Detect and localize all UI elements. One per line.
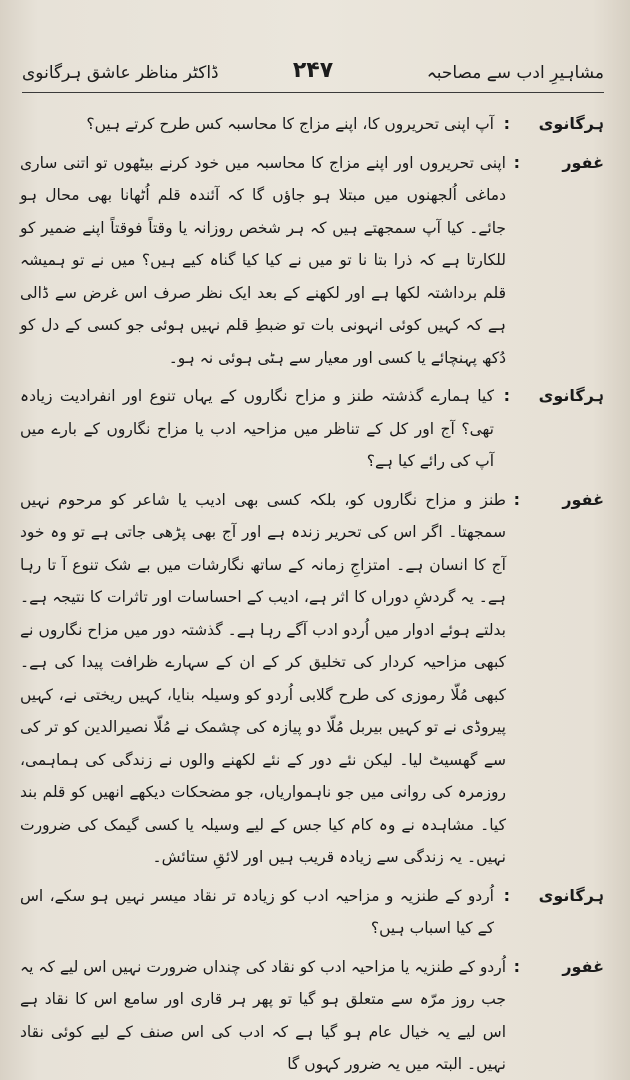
speaker-colon: : [503, 386, 510, 405]
speaker-colon: : [513, 489, 520, 509]
speaker-name: غفور [562, 956, 604, 976]
dialogue-text: اپنی تحریروں اور اپنے مزاج کا محاسبہ میں خود کرنے بیٹھوں تو اتنی ساری دماغی اُلجھنوں میں مبتلا ہو جاؤں گا کہ آئندہ قلم اُٹھانا بھی محال ہو جائے۔ کیا آپ سمجھتے ہیں کہ ہر شخص روزانہ یا وقتاً فوقتاً اپنے ضمیر کو للکارتا ہے کہ ذرا بتا نا تو میں نے کیا کیا گناہ کیے ہیں؟ میں نے تو ہمیشہ قلم برداشتہ لکھا ہے اور لکھنے کے بعد ایک نظر صرف اس غرض سے ڈالی ہے کہ کہیں کوئی انہونی بات تو ضبطِ قلم نہیں ہوئی جو کسی کے دل کو دُکھ پہنچائے یا کسی اور معیار سے ہٹی ہوئی نہ ہو۔ [20, 153, 506, 367]
speaker-name: ہرگانوی [538, 386, 604, 405]
dialogue-entry [20, 380, 604, 478]
dialogue-entry [20, 880, 604, 945]
speaker-colon: : [513, 956, 520, 976]
header-book-title: مشاہیرِ ادب سے مصاحبہ [426, 63, 604, 83]
page-number: ۲۴۷ [292, 58, 334, 83]
speaker-name: ہرگانوی [538, 885, 604, 905]
dialogue-entry [20, 951, 604, 1080]
dialogue-text: آپ اپنی تحریروں کا، اپنے مزاج کا محاسبہ کس طرح کرتے ہیں؟ [86, 115, 494, 133]
dialogue-text: طنز و مزاح نگاروں کو، بلکہ کسی بھی ادیب یا شاعر کو مرحوم نہیں سمجھتا۔ اگر اس کی تحریر زندہ ہے اور آج بھی پڑھی جاتی ہے تو وہ خود آج کا انسان ہے۔ امتزاجِ زمانہ کے ساتھ نگارشات میں بے شک تنوع آ تا رہا ہے۔ یہ گردشِ دوراں کا اثر ہے، ادیب کے احساسات اور تاثرات کا نتیجہ ہے۔ بدلتے ہوئے ادوار میں اُردو ادب آگے رہا ہے۔ گذشتہ دور میں مزاح نگاروں نے کبھی مزاحیہ کردار کی تخلیق کر کے ان کے سہارے ظرافت پیدا کی ہے۔ کبھی مُلّا رموزی کی طرح گلابی اُردو کو وسیلہ بنایا، کہیں ریختی نے، کہیں پیروڈی نے تو کہیں بیربل مُلّا دو پیازہ کی چشمک نے مُلّا نصیرالدین کو تر کی سے گھسیٹ لیا۔ لیکن نئے دور کے نئے لکھنے والوں نے زندگی کی ہماہمی، روزمرہ کی روانی میں جو ناہمواریاں، جو مضحکات دیکھے انھیں کو قلم بند کیا۔ مشاہدہ نے وہ کام کیا جس کے لیے وسیلہ یا کسی گیمک کی ضرورت نہیں۔ یہ زندگی سے زیادہ قریب ہیں اور لائقِ ستائش۔ [20, 490, 506, 866]
dialogue-text: اُردو کے طنزیہ یا مزاحیہ ادب کو نقاد کی چنداں ضرورت نہیں اس لیے کہ یہ جب روز مرّہ سے متعلق ہو گیا تو پھر ہر قاری اور سامع اس کا نقاد ہے اس لیے یہ خیال عام ہو گیا ہے کہ ادب کی اس صنف کے لیے کوئی نقاد نہیں۔ البتہ میں یہ ضرور کہوں گا [20, 957, 506, 1073]
speaker-name: ہرگانوی [538, 114, 604, 133]
dialogue-entry [20, 484, 604, 874]
running-header [22, 52, 604, 93]
speaker-colon: : [503, 114, 510, 133]
dialogue-entry [20, 108, 604, 141]
header-author: ڈاکٹر مناظر عاشق ہرگانوی [22, 63, 219, 83]
page-body [20, 108, 604, 1080]
speaker-colon: : [513, 152, 520, 172]
dialogue-text: اُردو کے طنزیہ و مزاحیہ ادب کو زیادہ تر نقاد میسر نہیں ہو سکے، اس کے کیا اسباب ہیں؟ [20, 886, 494, 937]
dialogue-text: کیا ہمارے گذشتہ طنز و مزاح نگاروں کے یہاں تنوع اور انفرادیت زیادہ تھی؟ آج اور کل کے تناظر میں مزاحیہ ادب یا مزاح نگاروں کے بارے میں آپ کی رائے کیا ہے؟ [20, 387, 494, 470]
dialogue-entry [20, 147, 604, 375]
speaker-colon: : [503, 885, 510, 905]
speaker-name: غفور [562, 152, 604, 172]
speaker-name: غفور [562, 489, 604, 509]
